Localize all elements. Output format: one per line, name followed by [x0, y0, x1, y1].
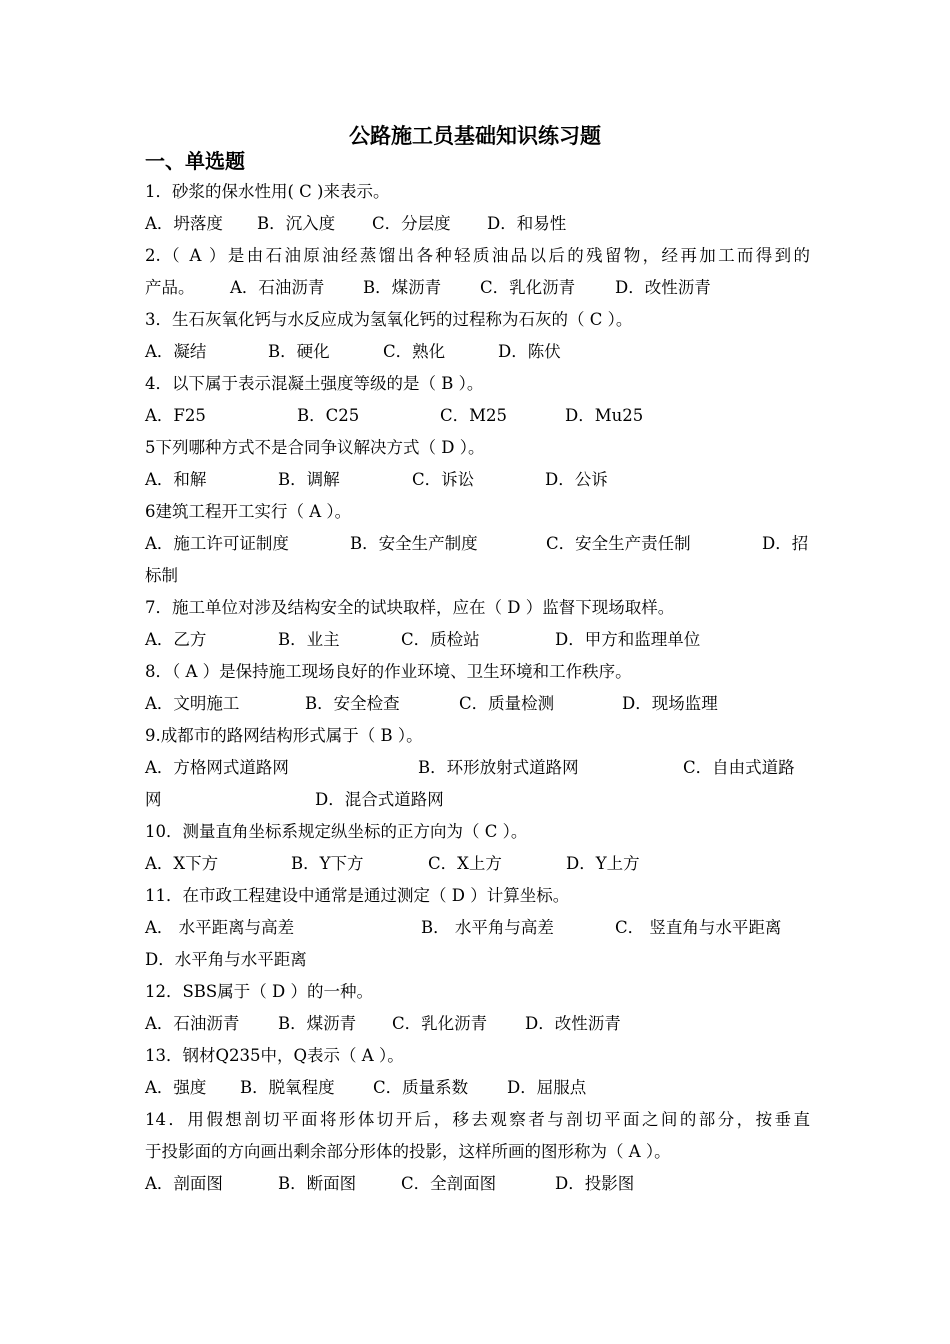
question-13: 13．钢材Q235中，Q表示（ A ）。 — [145, 1046, 404, 1065]
option-c: C．诉讼 — [412, 470, 475, 489]
option-b: B．沉入度 — [257, 214, 336, 233]
question-14-line-1: 14．用假想剖切平面将形体切开后，移去观察者与剖切平面之间的部分，按垂直 — [145, 1110, 810, 1129]
question-14-options — [145, 1168, 810, 1200]
question-8-options — [145, 688, 810, 720]
option-a: A．强度 — [145, 1078, 207, 1097]
option-d: D．Y上方 — [566, 854, 640, 873]
question-7: 7．施工单位对涉及结构安全的试块取样，应在（ D ）监督下现场取样。 — [145, 598, 675, 617]
option-d: D．屈服点 — [507, 1078, 587, 1097]
option-c: C．安全生产责任制 — [546, 534, 691, 553]
option-b: B． 水平角与高差 — [421, 918, 554, 937]
option-a: A．和解 — [145, 470, 207, 489]
question-6-options — [145, 528, 810, 560]
option-b: B．调解 — [278, 470, 340, 489]
question-10-options — [145, 848, 810, 880]
question-2-line-1: 2.（ A ）是由石油原油经蒸馏出各种轻质油品以后的残留物，经再加工而得到的 — [145, 246, 810, 265]
question-1-options — [145, 208, 810, 240]
question-11-options — [145, 912, 810, 944]
option-c: C． 竖直角与水平距离 — [615, 918, 782, 937]
option-b: B．断面图 — [278, 1174, 357, 1193]
option-c: C．质量系数 — [373, 1078, 469, 1097]
question-13-options — [145, 1072, 810, 1104]
option-a: A． 水平距离与高差 — [145, 918, 295, 937]
question-12-options — [145, 1008, 810, 1040]
option-c: C．质检站 — [401, 630, 480, 649]
question-3: 3．生石灰氧化钙与水反应成为氢氧化钙的过程称为石灰的（ C ）。 — [145, 310, 633, 329]
option-d: D．Mu25 — [565, 406, 644, 425]
option-a: A．剖面图 — [145, 1174, 223, 1193]
question-5: 5下列哪种方式不是合同争议解决方式（ D ）。 — [145, 438, 485, 457]
option-d: D．公诉 — [545, 470, 608, 489]
option-b: B．C25 — [297, 406, 360, 425]
option-b: B．煤沥青 — [278, 1014, 357, 1033]
question-5-options — [145, 464, 810, 496]
option-a: A．文明施工 — [145, 694, 240, 713]
option-a: A．F25 — [145, 406, 206, 425]
option-b: B．安全检查 — [305, 694, 400, 713]
option-a: A．X下方 — [145, 854, 219, 873]
option-a: A．坍落度 — [145, 214, 223, 233]
option-c-tail: 网 — [145, 790, 162, 809]
option-d: D．混合式道路网 — [315, 790, 444, 809]
question-6-continuation: 标制 — [145, 566, 178, 585]
question-7-options — [145, 624, 810, 656]
option-a: A．石油沥青 — [145, 1014, 240, 1033]
option-d: D．甲方和监理单位 — [555, 630, 701, 649]
option-d: D．和易性 — [487, 214, 567, 233]
question-11-continuation: D．水平角与水平距离 — [145, 950, 307, 969]
option-d: D．招 — [762, 534, 809, 553]
question-8: 8．（ A ）是保持施工现场良好的作业环境、卫生环境和工作秩序。 — [145, 662, 632, 681]
option-b: B．煤沥青 — [363, 278, 442, 297]
question-6: 6建筑工程开工实行（ A ）。 — [145, 502, 352, 521]
option-a: A．施工许可证制度 — [145, 534, 289, 553]
option-c: C．质量检测 — [459, 694, 555, 713]
question-list — [145, 176, 810, 1200]
option-b: B．Y下方 — [291, 854, 364, 873]
option-b: B．业主 — [278, 630, 340, 649]
question-3-options — [145, 336, 810, 368]
section-heading: 一、单选题 — [145, 149, 245, 173]
option-c: C．熟化 — [383, 342, 446, 361]
question-11: 11．在市政工程建设中通常是通过测定（ D ）计算坐标。 — [145, 886, 570, 905]
question-4: 4．以下属于表示混凝土强度等级的是（ B ）。 — [145, 374, 484, 393]
option-a: A．方格网式道路网 — [145, 758, 289, 777]
option-c: C．分层度 — [372, 214, 451, 233]
option-d: D．现场监理 — [622, 694, 718, 713]
option-c: C．乳化沥青 — [480, 278, 576, 297]
option-c: C．X上方 — [428, 854, 502, 873]
option-c: C．全剖面图 — [401, 1174, 497, 1193]
option-b: B．硬化 — [268, 342, 330, 361]
question-9-options — [145, 752, 810, 784]
question-9: 9.成都市的路网结构形式属于（ B ）。 — [145, 726, 423, 745]
question-12: 12．SBS属于（ D ）的一种。 — [145, 982, 373, 1001]
option-a: A．石油沥青 — [230, 278, 325, 297]
document-title: 公路施工员基础知识练习题 — [349, 124, 601, 148]
option-d: D．陈伏 — [498, 342, 561, 361]
option-b: B．安全生产制度 — [350, 534, 478, 553]
option-c: C．M25 — [440, 406, 508, 425]
question-1: 1．砂浆的保水性用( C )来表示。 — [145, 182, 390, 201]
option-d: D．改性沥青 — [525, 1014, 621, 1033]
question-14-line-2: 于投影面的方向画出剩余部分形体的投影，这样所画的图形称为（ A ）。 — [145, 1142, 671, 1161]
option-c: C．自由式道路 — [683, 758, 795, 777]
option-b: B．脱氧程度 — [240, 1078, 335, 1097]
question-9-continuation — [145, 784, 810, 816]
question-2-tail: 产品。 — [145, 278, 195, 297]
option-d: D．改性沥青 — [615, 278, 711, 297]
option-a: A．乙方 — [145, 630, 207, 649]
question-2-line-2 — [145, 272, 810, 304]
question-4-options — [145, 400, 810, 432]
option-c: C．乳化沥青 — [392, 1014, 488, 1033]
question-10: 10．测量直角坐标系规定纵坐标的正方向为（ C ）。 — [145, 822, 528, 841]
option-d: D．投影图 — [555, 1174, 635, 1193]
option-a: A．凝结 — [145, 342, 207, 361]
option-b: B．环形放射式道路网 — [418, 758, 579, 777]
